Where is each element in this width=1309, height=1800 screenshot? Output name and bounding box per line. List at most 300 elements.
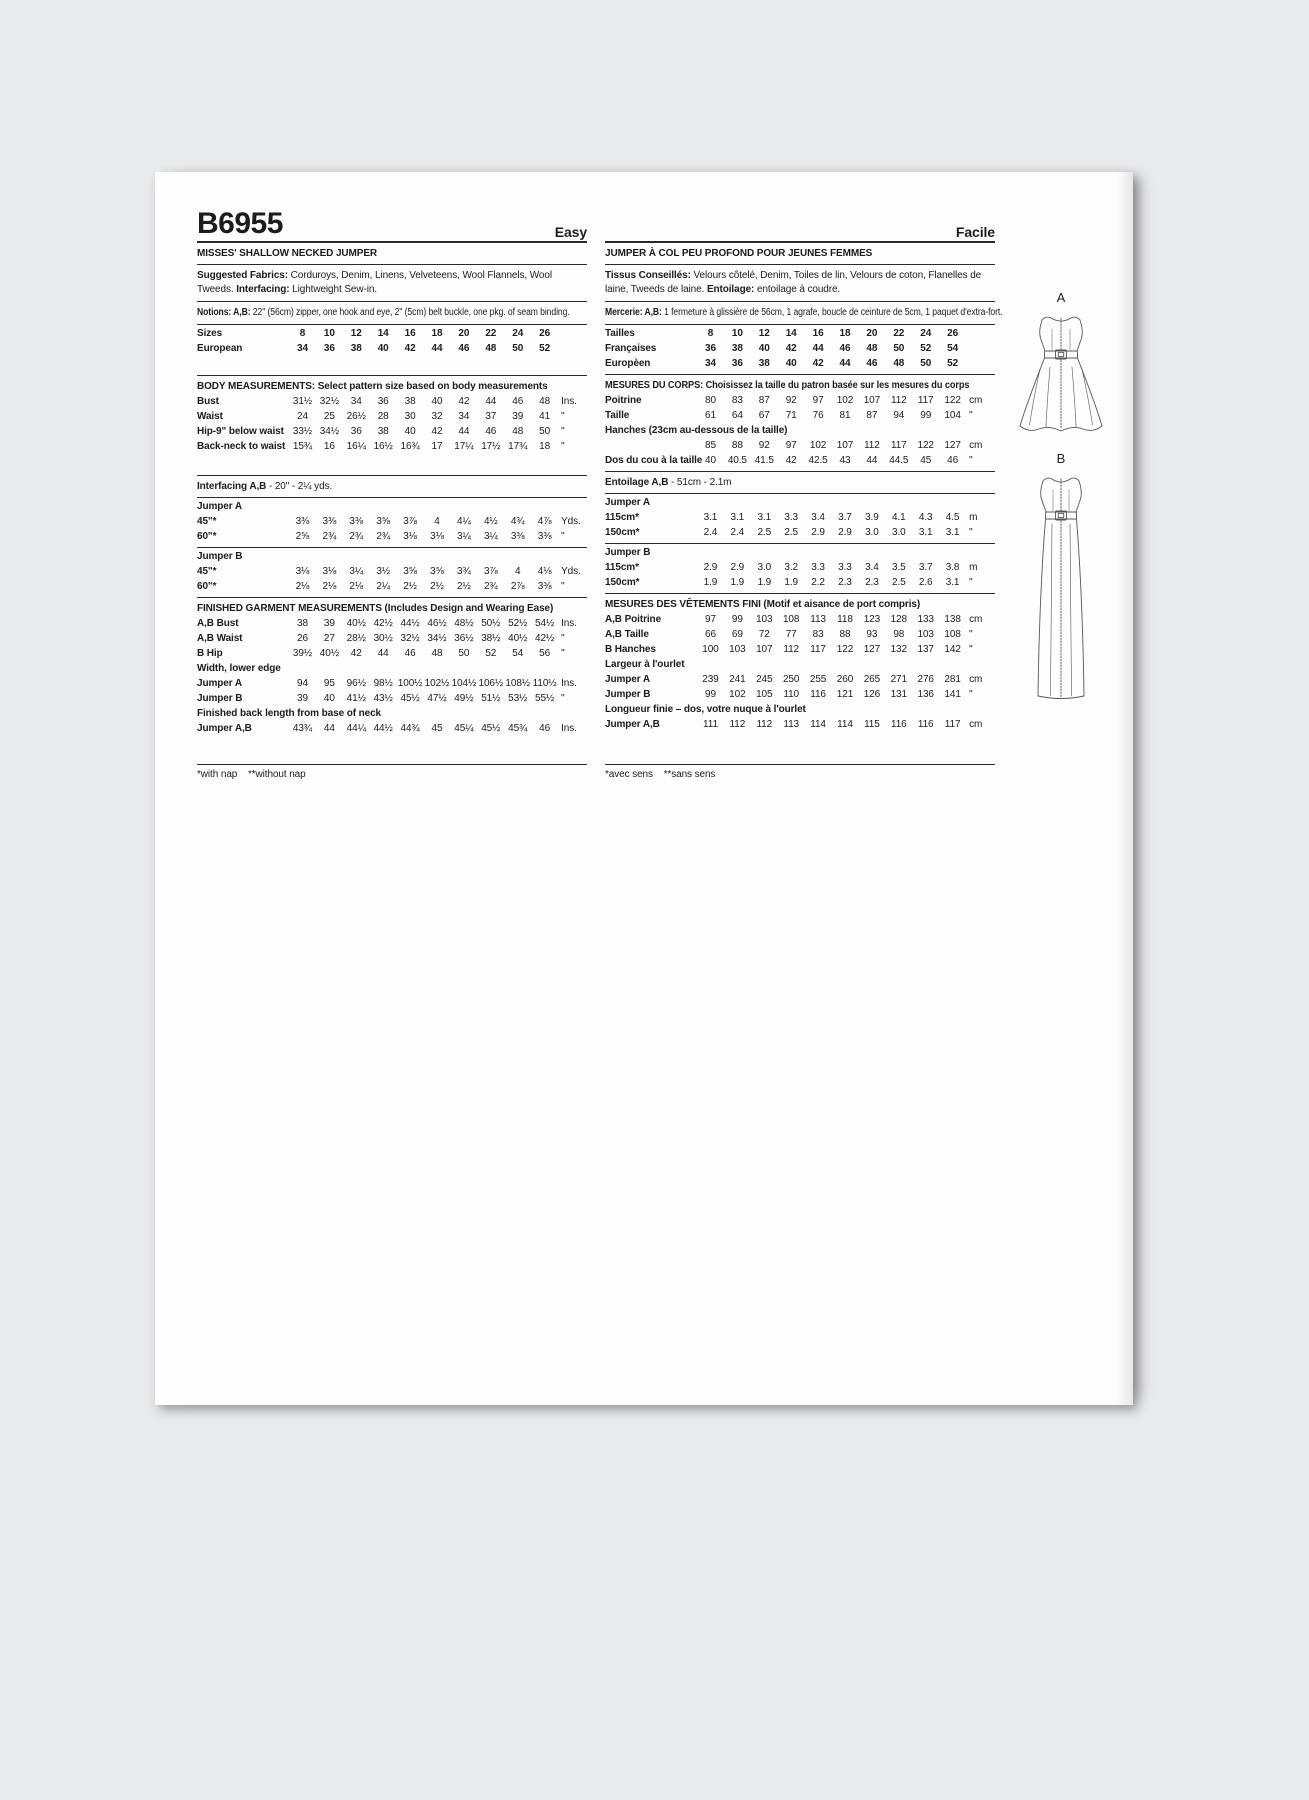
table-row bbox=[605, 342, 995, 357]
table-cell: 106½ bbox=[478, 678, 504, 689]
table-cell: 42 bbox=[785, 343, 797, 354]
unit-cell: " bbox=[561, 581, 565, 592]
unit-cell: " bbox=[561, 633, 565, 644]
table-cell: 56 bbox=[539, 648, 551, 659]
table-cell: 3.1 bbox=[757, 512, 772, 523]
table-cell: 31½ bbox=[292, 396, 313, 407]
table-cell: 3¼ bbox=[349, 566, 364, 577]
body-measurements-title-en: BODY MEASUREMENTS: Select pattern size based on body measurements bbox=[197, 381, 548, 392]
table-cell: 111 bbox=[703, 719, 718, 730]
table-cell: 94 bbox=[893, 410, 905, 421]
table-cell: 44 bbox=[323, 723, 335, 734]
table-cell: 102½ bbox=[424, 678, 450, 689]
table-cell: 48 bbox=[485, 343, 497, 354]
table-cell: 97 bbox=[785, 440, 797, 451]
table-subheading-row bbox=[197, 500, 587, 515]
divider bbox=[197, 547, 587, 548]
table-row bbox=[197, 580, 587, 595]
table-cell: 38 bbox=[404, 396, 416, 407]
table-cell: 122 bbox=[917, 440, 934, 451]
table-cell: 3⅜ bbox=[537, 581, 552, 592]
row-label: Finished back length from base of neck bbox=[197, 708, 382, 719]
table-cell: 3.1 bbox=[918, 527, 933, 538]
table-cell: 93 bbox=[866, 629, 878, 640]
table-cell: 38 bbox=[350, 343, 362, 354]
table-cell: 41.5 bbox=[754, 455, 774, 466]
interfacing-a-table-fr bbox=[605, 496, 995, 541]
table-cell: 3⅜ bbox=[510, 531, 525, 542]
row-label: Jumper A,B bbox=[197, 723, 252, 734]
table-cell: 100 bbox=[702, 644, 719, 655]
table-cell: 98 bbox=[893, 629, 905, 640]
row-label: Jumper A,B bbox=[605, 719, 660, 730]
table-cell: 239 bbox=[702, 674, 719, 685]
table-cell: 2¾ bbox=[349, 531, 364, 542]
table-cell: 44.5 bbox=[889, 455, 909, 466]
table-row bbox=[197, 677, 587, 692]
table-cell: 61 bbox=[704, 410, 716, 421]
table-cell: 2.2 bbox=[811, 577, 825, 588]
table-cell: 113 bbox=[783, 719, 799, 730]
divider bbox=[197, 764, 587, 765]
table-cell: 2.4 bbox=[730, 527, 745, 538]
table-cell: 100½ bbox=[397, 678, 423, 689]
table-cell: 281 bbox=[944, 674, 961, 685]
table-cell: 42½ bbox=[373, 618, 393, 629]
table-cell: 255 bbox=[809, 674, 827, 685]
body-measurements-title-fr bbox=[605, 377, 995, 394]
table-row bbox=[605, 394, 995, 409]
table-cell: 250 bbox=[782, 674, 800, 685]
table-cell: 117 bbox=[944, 719, 961, 730]
unit-cell: " bbox=[561, 693, 565, 704]
table-subheading-row bbox=[197, 550, 587, 565]
table-cell: 115 bbox=[864, 719, 880, 730]
table-row bbox=[197, 395, 587, 410]
unit-cell: " bbox=[561, 441, 565, 452]
table-cell: 118 bbox=[837, 614, 853, 625]
table-cell: 108 bbox=[944, 629, 961, 640]
table-row bbox=[605, 628, 995, 643]
table-cell: 26 bbox=[947, 328, 959, 339]
table-cell: 3¾ bbox=[457, 566, 471, 577]
table-cell: 40 bbox=[404, 426, 416, 437]
table-cell: 48 bbox=[512, 426, 524, 437]
row-label: Width, lower edge bbox=[197, 663, 281, 674]
table-cell: 50 bbox=[458, 648, 470, 659]
table-cell: 52½ bbox=[508, 618, 528, 629]
row-label: Waist bbox=[197, 411, 223, 422]
unit-cell: cm bbox=[969, 395, 983, 406]
row-label: Hip-9" below waist bbox=[197, 426, 284, 437]
row-label: 150cm* bbox=[605, 527, 640, 538]
table-cell: 3.4 bbox=[811, 512, 825, 523]
table-cell: 112 bbox=[864, 440, 880, 451]
table-cell: 24 bbox=[920, 328, 932, 339]
table-cell: 16½ bbox=[373, 441, 393, 452]
divider bbox=[605, 493, 995, 494]
row-label: 115cm* bbox=[605, 562, 639, 573]
footnote-fr: *avec sens **sans sens bbox=[605, 769, 716, 780]
table-cell: 40 bbox=[704, 455, 716, 466]
table-cell: 54 bbox=[512, 648, 524, 659]
table-cell: 3.1 bbox=[703, 512, 718, 523]
table-cell: 50 bbox=[539, 426, 551, 437]
row-label: Longueur finie – dos, votre nuque à l'ourlet bbox=[605, 704, 806, 715]
unit-cell: " bbox=[561, 426, 565, 437]
view-b-label: B bbox=[1056, 451, 1066, 466]
table-cell: 46½ bbox=[427, 618, 447, 629]
table-cell: 44 bbox=[377, 648, 389, 659]
table-cell: 92 bbox=[758, 440, 770, 451]
divider bbox=[605, 301, 995, 302]
row-label: A,B Bust bbox=[197, 618, 239, 629]
table-cell: 66 bbox=[704, 629, 716, 640]
table-cell: 17¼ bbox=[454, 441, 474, 452]
table-row bbox=[197, 647, 587, 662]
table-cell: 39 bbox=[323, 618, 335, 629]
table-cell: 42½ bbox=[535, 633, 555, 644]
table-cell: 39½ bbox=[292, 648, 313, 659]
divider bbox=[605, 241, 995, 243]
table-cell: 50 bbox=[512, 343, 524, 354]
table-cell: 4 bbox=[514, 566, 521, 577]
table-cell: 2.9 bbox=[703, 562, 718, 573]
table-cell: 92 bbox=[785, 395, 797, 406]
notions-text-fr: 1 fermeture à glissière de 56cm, 1 agrafe, boucle de ceinture de 5cm, 1 paquet d'extra-fort. bbox=[661, 307, 1003, 318]
table-cell: 3.5 bbox=[891, 562, 906, 573]
table-cell: 38½ bbox=[481, 633, 501, 644]
row-label: Bust bbox=[197, 396, 219, 407]
table-subheading-row bbox=[605, 424, 995, 439]
table-cell: 112 bbox=[783, 644, 799, 655]
table-cell: 114 bbox=[837, 719, 853, 730]
table-cell: 16 bbox=[404, 328, 416, 339]
table-cell: 46 bbox=[404, 648, 416, 659]
row-label: A,B Poitrine bbox=[605, 614, 662, 625]
table-cell: 3⅜ bbox=[322, 516, 337, 527]
interfacing-text-en: Lightweight Sew-in. bbox=[289, 284, 377, 295]
interfacing-heading-en bbox=[197, 478, 587, 495]
table-row bbox=[197, 722, 587, 737]
footnote-block-fr bbox=[605, 762, 995, 782]
unit-cell: Ins. bbox=[561, 396, 577, 407]
table-cell: 1.9 bbox=[784, 577, 798, 588]
table-cell: 28½ bbox=[346, 633, 366, 644]
table-row bbox=[605, 561, 995, 576]
row-label: 45"* bbox=[197, 566, 217, 577]
notions-text-en: 22" (56cm) zipper, one hook and eye, 2" (5cm) belt buckle, one pkg. of seam binding. bbox=[250, 307, 570, 318]
divider bbox=[605, 264, 995, 265]
table-cell: 136 bbox=[917, 689, 934, 700]
table-cell: 43½ bbox=[373, 693, 393, 704]
divider bbox=[197, 375, 587, 376]
fabrics-label-fr: Tissus Conseillés: bbox=[605, 270, 691, 281]
table-cell: 40 bbox=[377, 343, 389, 354]
unit-cell: " bbox=[561, 531, 565, 542]
table-cell: 17¾ bbox=[508, 441, 528, 452]
table-cell: 72 bbox=[758, 629, 770, 640]
table-cell: 45 bbox=[431, 723, 443, 734]
table-cell: 14 bbox=[785, 328, 797, 339]
row-label: 60"* bbox=[197, 581, 217, 592]
unit-cell: " bbox=[561, 648, 565, 659]
table-cell: 3.3 bbox=[838, 562, 852, 573]
table-cell: 2½ bbox=[457, 581, 471, 592]
table-cell: 44½ bbox=[400, 618, 420, 629]
table-cell: 3.8 bbox=[945, 562, 960, 573]
row-label: Jumper A bbox=[197, 678, 242, 689]
table-cell: 2.5 bbox=[784, 527, 798, 538]
table-cell: 4 bbox=[434, 516, 440, 527]
table-cell: 105 bbox=[756, 689, 773, 700]
table-cell: 38 bbox=[731, 343, 743, 354]
table-cell: 3¼ bbox=[457, 531, 471, 542]
finished-measurements-table-en bbox=[197, 617, 587, 737]
table-cell: 128 bbox=[890, 614, 907, 625]
divider bbox=[605, 324, 995, 325]
table-cell: 142 bbox=[944, 644, 961, 655]
table-cell: 80 bbox=[704, 395, 716, 406]
unit-cell: " bbox=[561, 411, 565, 422]
table-row bbox=[605, 526, 995, 541]
table-cell: 132 bbox=[890, 644, 907, 655]
row-label: Françaises bbox=[605, 343, 657, 354]
table-cell: 265 bbox=[863, 674, 881, 685]
row-label: 60"* bbox=[197, 531, 217, 542]
table-cell: 141 bbox=[944, 689, 961, 700]
divider bbox=[197, 301, 587, 302]
interfacing-heading-text-fr: - 51cm - 2.1m bbox=[668, 477, 732, 488]
table-cell: 46 bbox=[539, 723, 551, 734]
table-cell: 16 bbox=[323, 441, 335, 452]
table-cell: 64 bbox=[731, 410, 743, 421]
table-cell: 260 bbox=[836, 674, 854, 685]
table-cell: 40½ bbox=[319, 648, 339, 659]
row-label: Poitrine bbox=[605, 395, 642, 406]
table-cell: 53½ bbox=[508, 693, 528, 704]
table-cell: 2½ bbox=[430, 581, 444, 592]
garment-title-en: MISSES' SHALLOW NECKED JUMPER bbox=[197, 248, 378, 259]
table-cell: 3⅞ bbox=[483, 566, 498, 577]
table-cell: 49½ bbox=[454, 693, 474, 704]
table-cell: 42 bbox=[404, 343, 416, 354]
table-cell: 28 bbox=[377, 411, 389, 422]
table-cell: 99 bbox=[920, 410, 932, 421]
table-cell: 52 bbox=[947, 358, 959, 369]
dress-a-illustration bbox=[1013, 307, 1109, 437]
table-cell: 48½ bbox=[454, 618, 474, 629]
table-cell: 2.3 bbox=[865, 577, 879, 588]
table-cell: 112 bbox=[756, 719, 773, 730]
unit-cell: m bbox=[969, 512, 978, 523]
table-cell: 3⅛ bbox=[322, 566, 337, 577]
finished-measurements-title-en: FINISHED GARMENT MEASUREMENTS (Includes Design and Wearing Ease) bbox=[197, 603, 554, 614]
table-row bbox=[197, 515, 587, 530]
table-cell: 3.0 bbox=[865, 527, 879, 538]
spacer bbox=[197, 455, 587, 473]
table-row bbox=[197, 632, 587, 647]
pattern-sheet bbox=[155, 172, 1133, 1405]
unit-cell: Ins. bbox=[561, 678, 577, 689]
table-cell: 102 bbox=[729, 689, 746, 700]
table-cell: 3⅝ bbox=[430, 566, 444, 577]
table-cell: 41½ bbox=[346, 693, 366, 704]
table-cell: 2⅝ bbox=[295, 531, 310, 542]
table-cell: 15¾ bbox=[292, 441, 313, 452]
table-cell: 107 bbox=[863, 395, 881, 406]
body-measurements-table-fr bbox=[605, 394, 995, 469]
table-cell: 34 bbox=[704, 358, 716, 369]
table-cell: 10 bbox=[731, 328, 743, 339]
table-cell: 3.0 bbox=[891, 527, 906, 538]
table-cell: 3⅛ bbox=[295, 566, 310, 577]
table-cell: 46 bbox=[947, 455, 959, 466]
table-cell: 2.4 bbox=[703, 527, 718, 538]
divider bbox=[197, 324, 587, 325]
table-cell: 26 bbox=[539, 328, 551, 339]
row-label: Jumper B bbox=[197, 551, 243, 562]
table-cell: 10 bbox=[323, 328, 335, 339]
sizes-table-fr bbox=[605, 327, 995, 372]
table-cell: 22 bbox=[485, 328, 497, 339]
divider bbox=[605, 471, 995, 472]
table-subheading-row bbox=[605, 703, 995, 718]
table-cell: 116 bbox=[917, 719, 934, 730]
table-cell: 2.3 bbox=[838, 577, 852, 588]
table-cell: 4½ bbox=[483, 516, 498, 527]
row-label: Jumper B bbox=[605, 547, 651, 558]
table-cell: 2¾ bbox=[483, 581, 498, 592]
table-cell: 44 bbox=[485, 396, 497, 407]
notions-line-en bbox=[197, 306, 570, 320]
table-cell: 2¼ bbox=[376, 581, 391, 592]
unit-cell: " bbox=[969, 455, 973, 466]
table-cell: 50 bbox=[920, 358, 932, 369]
table-cell: 104½ bbox=[451, 678, 477, 689]
table-cell: 12 bbox=[350, 328, 362, 339]
body-measurements-title-text-fr: MESURES DU CORPS: Choisissez la taille du patron basée sur les mesures du corps bbox=[605, 380, 970, 391]
pattern-number: B6955 bbox=[197, 207, 283, 240]
table-cell: 36 bbox=[350, 426, 362, 437]
table-cell: 3.9 bbox=[865, 512, 879, 523]
table-cell: 4¾ bbox=[510, 516, 525, 527]
fabrics-text-fr: Velours côtelé, Denim, Toiles de lin, Velours de coton, Flanelles de laine, Tweeds de laine. bbox=[605, 270, 982, 295]
table-cell: 52 bbox=[920, 343, 932, 354]
table-cell: 83 bbox=[812, 629, 824, 640]
table-cell: 3.4 bbox=[865, 562, 879, 573]
table-cell: 2.5 bbox=[757, 527, 772, 538]
table-cell: 2.9 bbox=[811, 527, 825, 538]
table-cell: 3.3 bbox=[811, 562, 825, 573]
table-cell: 48 bbox=[431, 648, 443, 659]
notions-label-fr: Mercerie: A,B: bbox=[605, 307, 662, 318]
table-cell: 25 bbox=[323, 411, 335, 422]
table-cell: 46 bbox=[839, 343, 851, 354]
table-cell: 51½ bbox=[481, 693, 501, 704]
table-row bbox=[197, 327, 587, 342]
table-cell: 34½ bbox=[427, 633, 447, 644]
table-cell: 95 bbox=[323, 678, 335, 689]
table-cell: 3.1 bbox=[945, 577, 960, 588]
table-cell: 38 bbox=[377, 426, 389, 437]
table-row bbox=[197, 565, 587, 580]
row-label: B Hip bbox=[197, 648, 223, 659]
divider bbox=[197, 475, 587, 476]
unit-cell: " bbox=[969, 629, 973, 640]
table-cell: 94 bbox=[296, 678, 308, 689]
row-label: A,B Taille bbox=[605, 629, 649, 640]
table-row bbox=[197, 410, 587, 425]
row-label: Hanches (23cm au-dessous de la taille) bbox=[605, 425, 788, 436]
table-cell: 69 bbox=[731, 629, 743, 640]
table-cell: 40½ bbox=[508, 633, 528, 644]
table-cell: 39 bbox=[296, 693, 308, 704]
unit-cell: Yds. bbox=[561, 566, 581, 577]
table-cell: 117 bbox=[810, 644, 826, 655]
table-cell: 110½ bbox=[532, 678, 557, 689]
row-label: Jumper A bbox=[605, 674, 650, 685]
table-cell: 16¾ bbox=[400, 441, 420, 452]
table-cell: 102 bbox=[809, 440, 827, 451]
table-row bbox=[605, 357, 995, 372]
table-cell: 127 bbox=[863, 644, 881, 655]
english-column bbox=[197, 205, 587, 780]
table-cell: 39 bbox=[512, 411, 524, 422]
table-row bbox=[605, 613, 995, 628]
table-cell: 47½ bbox=[427, 693, 447, 704]
row-label: Jumper B bbox=[197, 693, 243, 704]
fabrics-label-en: Suggested Fabrics: bbox=[197, 270, 288, 281]
table-cell: 40 bbox=[785, 358, 797, 369]
table-row bbox=[605, 454, 995, 469]
table-cell: 97 bbox=[704, 614, 716, 625]
view-a-label: A bbox=[1056, 290, 1066, 305]
table-cell: 122 bbox=[836, 644, 854, 655]
table-cell: 104 bbox=[944, 410, 961, 421]
table-cell: 131 bbox=[890, 689, 907, 700]
garment-title-fr: JUMPER À COL PEU PROFOND POUR JEUNES FEMMES bbox=[605, 248, 873, 259]
unit-cell: Ins. bbox=[561, 723, 577, 734]
table-row bbox=[605, 688, 995, 703]
table-cell: 42 bbox=[431, 426, 443, 437]
row-label: Largeur à l'ourlet bbox=[605, 659, 685, 670]
unit-cell: " bbox=[969, 644, 973, 655]
table-cell: 44 bbox=[812, 343, 824, 354]
unit-cell: Ins. bbox=[561, 618, 577, 629]
row-label: A,B Waist bbox=[197, 633, 243, 644]
table-cell: 16 bbox=[812, 328, 824, 339]
table-cell: 3.1 bbox=[945, 527, 960, 538]
row-label: Dos du cou à la taille bbox=[605, 455, 703, 466]
table-cell: 4⅛ bbox=[537, 566, 552, 577]
table-row bbox=[605, 511, 995, 526]
table-cell: 108 bbox=[782, 614, 800, 625]
table-cell: 18 bbox=[539, 441, 551, 452]
unit-cell: cm bbox=[969, 674, 983, 685]
table-cell: 1.9 bbox=[730, 577, 745, 588]
finished-measurements-table-fr bbox=[605, 613, 995, 733]
table-cell: 2¾ bbox=[322, 531, 337, 542]
table-cell: 2.5 bbox=[891, 577, 906, 588]
interfacing-text-fr: entoilage à coudre. bbox=[754, 284, 841, 295]
table-cell: 55½ bbox=[535, 693, 555, 704]
table-cell: 3⅜ bbox=[349, 516, 364, 527]
interfacing-heading-text-en: - 20" - 2¼ yds. bbox=[266, 481, 333, 492]
table-cell: 88 bbox=[731, 440, 743, 451]
table-cell: 43¾ bbox=[292, 723, 313, 734]
table-cell: 88 bbox=[839, 629, 851, 640]
